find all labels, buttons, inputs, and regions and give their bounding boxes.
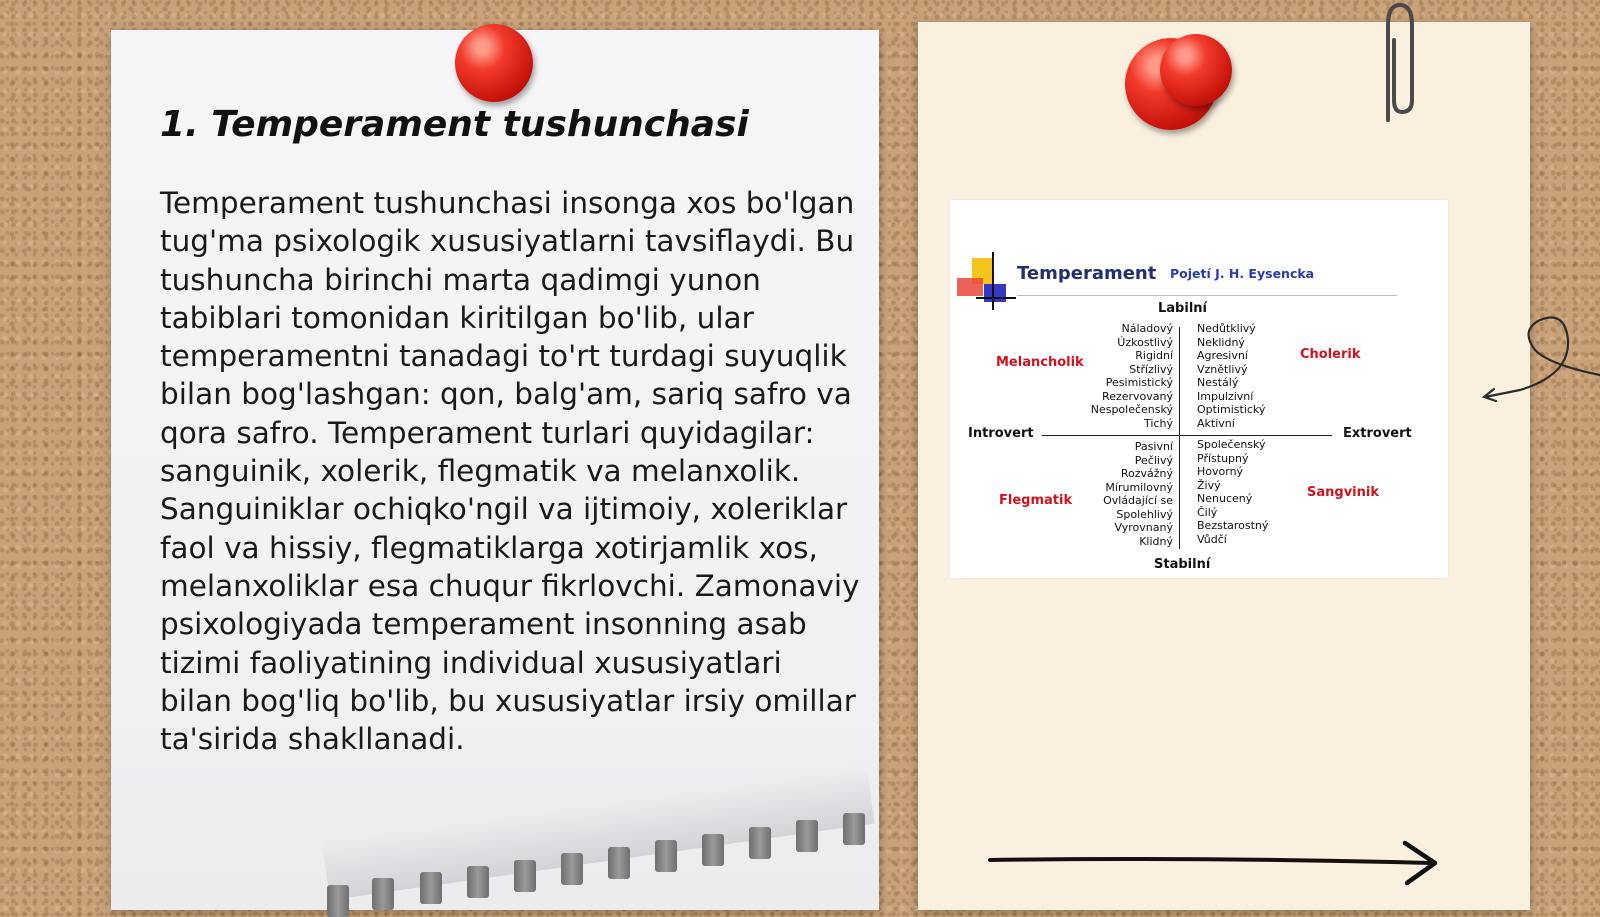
trait-item: Tichý (1144, 416, 1173, 430)
spiral-hole (655, 840, 677, 872)
trait-item: Rezervovaný (1102, 389, 1173, 403)
trait-item: Agresivní (1197, 349, 1248, 362)
trait-item: Optimistický (1197, 403, 1266, 416)
spiral-hole (702, 834, 724, 866)
body-paragraph: Temperament tushunchasi insonga xos bo'lgan tug'ma psixologik xususiyatlarni tavsiflaydi. Bu tushuncha birinchi marta qadimgi yunon tabiblari tomonidan kiritilgan bo'lib, ular temperamentni tanadagi to'rt turdagi suyuqlik bilan bog'lashgan: qon, balg'am, sariq safro va qora safro. Temperament turlari quyidagilar: sanguinik, xolerik, flegmatik va melanxolik. Sanguiniklar ochiqko'ngil va ijtimoiy, xoleriklar faol va hissiy, flegmatiklarga xotirjamlik xos, melanxoliklar esa chuqur fikrlovchi. Zamonaviy psixologiyada temperament insonning asab tizimi faoliyatining individual xususiyatlari bilan bog'liq bo'lib, bu xususiyatlar irsiy omillar ta'sirida shakllanadi. (160, 186, 860, 757)
quadrant-label-cholerik: Cholerik (1300, 347, 1361, 362)
trait-item: Aktivní (1197, 416, 1235, 430)
trait-item: Mírumilovný (1105, 480, 1173, 494)
spiral-hole (796, 820, 818, 852)
axis-label-bottom: Stabilní (1154, 557, 1211, 572)
logo-square-icon (984, 284, 1006, 302)
trait-item: Střízlivý (1129, 362, 1173, 376)
temperament-figure (950, 200, 1448, 578)
trait-item: Úzkostlivý (1117, 335, 1173, 349)
axis-label-top: Labilní (1158, 301, 1207, 316)
loop-arrow-doodle-icon (1480, 305, 1600, 405)
trait-item: Přístupný (1197, 451, 1249, 465)
trait-item: Rozvážný (1120, 467, 1173, 480)
trait-item: Společenský (1197, 438, 1266, 451)
trait-item: Hovorný (1197, 465, 1244, 478)
spiral-hole (372, 878, 394, 910)
trait-list-flegmatik (1103, 440, 1173, 548)
spiral-hole (467, 866, 489, 898)
trait-item: Vůdčí (1197, 532, 1227, 546)
spiral-hole (749, 827, 771, 859)
trait-item: Klidný (1139, 534, 1173, 548)
spiral-hole (561, 853, 583, 885)
arrow-right-icon (985, 838, 1445, 888)
figure-subtitle: Pojetí J. H. Eysencka (1170, 266, 1315, 281)
paperclip-icon (1378, 0, 1418, 125)
vertical-axis (1179, 327, 1180, 549)
quadrant-label-flegmatik: Flegmatik (999, 493, 1073, 508)
logo-square-icon (957, 278, 983, 296)
trait-item: Vyrovnaný (1114, 521, 1173, 534)
spiral-hole (420, 872, 442, 904)
trait-list-sangvinik (1197, 438, 1268, 546)
spiral-hole (514, 860, 536, 892)
trait-item: Pasivní (1134, 440, 1173, 453)
trait-item: Živý (1197, 478, 1221, 492)
logo-line (976, 297, 1016, 299)
trait-item: Vznětlivý (1197, 362, 1248, 376)
trait-item: Pečlivý (1134, 453, 1173, 467)
trait-item: Impulzivní (1197, 389, 1254, 403)
trait-item: Spolehlivý (1116, 507, 1173, 521)
trait-item: Rigidní (1135, 349, 1173, 362)
quadrant-label-melancholik: Melancholik (996, 355, 1084, 370)
spiral-hole (608, 847, 630, 879)
logo-line (992, 252, 994, 310)
section-title: 1. Temperament tushunchasi (160, 104, 749, 145)
title-divider (1017, 295, 1397, 296)
horizontal-axis (1042, 435, 1332, 436)
spiral-hole (843, 813, 865, 845)
trait-list-melancholik (1091, 322, 1173, 430)
trait-item: Nespolečenský (1090, 403, 1173, 416)
trait-item: Čilý (1197, 505, 1218, 519)
trait-item: Bezstarostný (1197, 519, 1269, 532)
spiral-hole (327, 885, 349, 917)
trait-list-cholerik (1197, 322, 1265, 430)
trait-item: Nedůtklivý (1197, 322, 1256, 335)
axis-label-left: Introvert (968, 426, 1034, 441)
push-pin-icon (1160, 34, 1232, 106)
trait-item: Nestálý (1197, 376, 1239, 389)
figure-title: Temperament (1017, 263, 1157, 284)
trait-item: Náladový (1121, 322, 1173, 335)
trait-item: Neklidný (1197, 335, 1245, 349)
quadrant-label-sangvinik: Sangvinik (1307, 485, 1379, 500)
push-pin-icon (455, 24, 533, 102)
trait-item: Ovládající se (1103, 494, 1173, 507)
trait-item: Nenucený (1197, 492, 1253, 505)
axis-label-right: Extrovert (1343, 426, 1412, 441)
trait-item: Pesimistický (1105, 376, 1173, 389)
